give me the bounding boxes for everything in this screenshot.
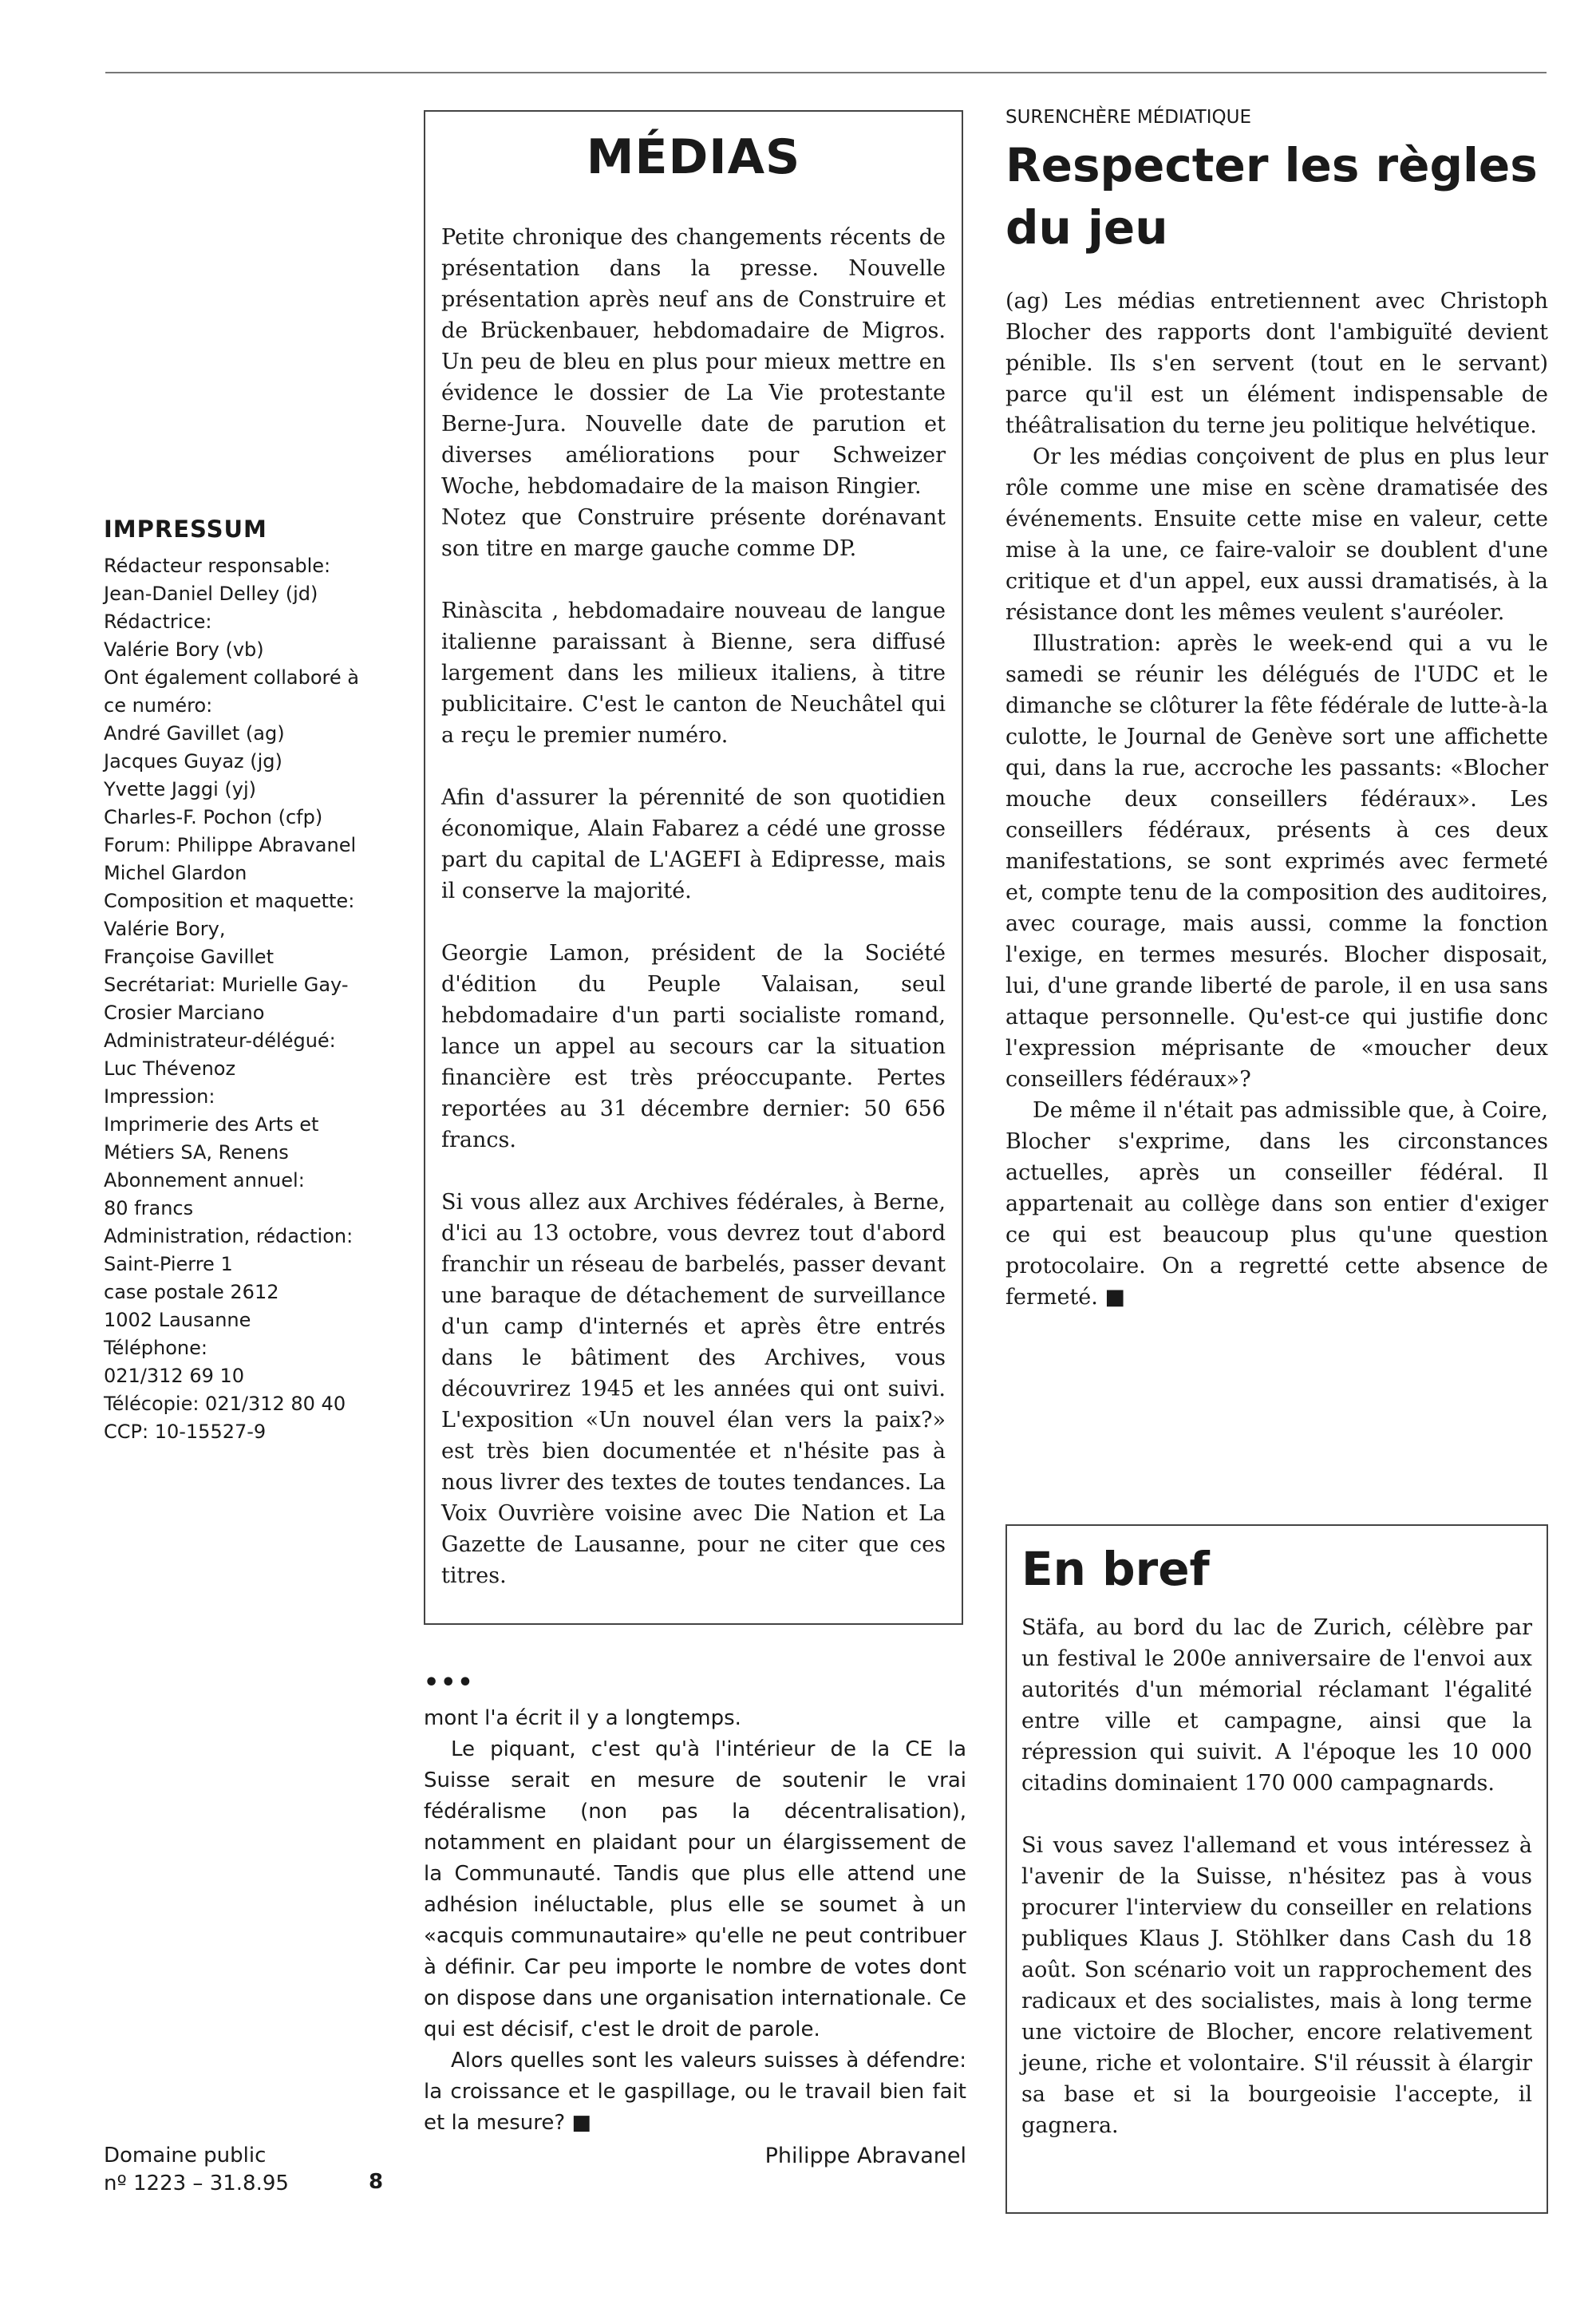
author-signature: Philippe Abravanel xyxy=(764,2144,966,2168)
impressum-line: Imprimerie des Arts et xyxy=(104,1113,319,1136)
impressum-line: Yvette Jaggi (yj) xyxy=(104,778,256,800)
impressum-line: 021/312 69 10 xyxy=(104,1365,245,1387)
impressum-line: ce numéro: xyxy=(104,694,213,717)
impressum-line: Forum: Philippe Abravanel xyxy=(104,834,357,856)
impressum-line: Administrateur-délégué: xyxy=(104,1029,336,1052)
en-bref-paragraph: Si vous savez l'allemand et vous intéressez à l'avenir de la Suisse, n'hésitez pas à vous procurer l'interview du conseiller en relations publiques Klaus J. Stöhlker dans Cash du 18 août. Son scénario voit un rapprochement des radicaux et des socialistes, mais à long terme une victoire de Blocher, encore relativement jeune, riche et volontaire. S'il réussit à élargir sa base et si la bourgeoisie l'accepte, il gagnera. xyxy=(1021,1833,1532,2138)
publication-name: Domaine public xyxy=(104,2144,267,2168)
page-number: 8 xyxy=(369,2170,384,2194)
issue-number: nº 1223 – 31.8.95 xyxy=(104,2172,289,2195)
impressum-line: Luc Thévenoz xyxy=(104,1057,236,1080)
top-rule xyxy=(105,72,1547,73)
article-paragraph: De même il n'était pas admissible que, à Coire, Blocher s'exprime, dans les circonstances actuelles, après un conseiller fédéral. Il appartenait au collège dans son entier d'exiger ce qui est beaucoup plus qu'une question protocolaire. On a regretté cette absence de fermeté. ■ xyxy=(1005,1098,1548,1310)
continuation-marker: ••• xyxy=(424,1669,475,1697)
en-bref-title: En bref xyxy=(1021,1542,1210,1596)
impressum-line: Secrétariat: Murielle Gay- xyxy=(104,974,349,996)
impressum-line: Métiers SA, Renens xyxy=(104,1141,289,1164)
medias-paragraph: Petite chronique des changements récents de présentation dans la presse. Nouvelle présentation après neuf ans de Construire et de Brückenbauer, hebdomadaire de Migros. Un peu de bleu en plus pour mieux mettre en évidence le dossier de La Vie protestante Berne-Jura. Nouvelle date de parution et diverses améliorations pour Schweizer Woche, hebdomadaire de la maison Ringier. xyxy=(441,225,946,499)
continued-paragraph: Alors quelles sont les valeurs suisses à défendre: la croissance et le gaspillage, ou le travail bien fait et la mesure? ■ xyxy=(424,2049,966,2135)
article-paragraph: (ag) Les médias entretiennent avec Christoph Blocher des rapports dont l'ambiguïté devient pénible. Ils s'en servent (tout en le servant) parce qu'il est un élément indispensable de théâtralisation du terne jeu politique helvétique. xyxy=(1005,289,1548,438)
impressum-line: Jean-Daniel Delley (jd) xyxy=(104,583,318,605)
impressum-line: Valérie Bory (vb) xyxy=(104,638,264,661)
impressum-line: Administration, rédaction: xyxy=(104,1225,354,1247)
impressum-line: Rédactrice: xyxy=(104,611,212,633)
continued-article xyxy=(424,1671,966,2168)
impressum-line: Valérie Bory, xyxy=(104,918,226,940)
impressum-line: André Gavillet (ag) xyxy=(104,722,285,745)
en-bref-box xyxy=(1005,1524,1548,2214)
medias-paragraph: Afin d'assurer la pérennité de son quotidien économique, Alain Fabarez a cédé une grosse part du capital de L'AGEFI à Edipresse, mais il conserve la majorité. xyxy=(441,785,946,903)
article-headline: Respecter les règles du jeu xyxy=(1005,138,1538,255)
impressum-sidebar xyxy=(104,516,391,1446)
medias-paragraph: Georgie Lamon, président de la Société d'édition du Peuple Valaisan, seul hebdomadaire d'un parti socialiste romand, lance un appel au secours car la situation financière est très préoccupante. Pertes reportées au 31 décembre dernier: 50 656 francs. xyxy=(441,941,946,1152)
medias-box xyxy=(424,110,963,1625)
impressum-title: IMPRESSUM xyxy=(104,516,267,543)
article-paragraph: Or les médias conçoivent de plus en plus leur rôle comme une mise en scène dramatisée des événements. Ensuite cette mise en valeur, cette mise à la une, ce faire-valoir se doublent d'une critique et d'un appel, eux aussi dramatisés, à la résistance dont les mêmes veulent s'auréoler. xyxy=(1005,445,1548,625)
impressum-line: Rédacteur responsable: xyxy=(104,555,331,577)
impressum-line: CCP: 10-15527-9 xyxy=(104,1421,267,1443)
impressum-line: Abonnement annuel: xyxy=(104,1169,305,1191)
continued-paragraph: mont l'a écrit il y a longtemps. xyxy=(424,1706,741,1730)
impressum-line: Jacques Guyaz (jg) xyxy=(104,750,282,773)
impressum-line: 1002 Lausanne xyxy=(104,1309,251,1331)
impressum-line: Téléphone: xyxy=(104,1337,207,1359)
medias-paragraph: Rinàscita , hebdomadaire nouveau de langue italienne paraissant à Bienne, sera diffusé largement dans les milieux italiens, à titre publicitaire. C'est le canton de Neuchâtel qui a reçu le premier numéro. xyxy=(441,599,946,748)
impressum-line: Ont également collaboré à xyxy=(104,666,359,689)
article-paragraph: Illustration: après le week-end qui a vu le samedi se réunir les délégués de l'UDC et le dimanche se clôturer la fête fédérale de lutte-à-la culotte, le Journal de Genève sort une affichette qui, dans la rue, accroche les passants: «Blocher mouche deux conseillers fédéraux». Les conseillers fédéraux, présents à ces deux manifestations, se sont exprimés avec fermeté et, compte tenu de la composition des auditoires, avec courage, mais aussi, comme la fonction l'exige, en termes mesurés. Blocher disposait, lui, d'une grande liberté de parole, il en usa sans attaque personnelle. Qu'est-ce qui justifie donc l'expression méprisante de «moucher deux conseillers fédéraux»? xyxy=(1005,631,1548,1092)
continued-paragraph: Le piquant, c'est qu'à l'intérieur de la CE la Suisse serait en mesure de soutenir le vrai fédéralisme (non pas la décentralisation), notamment en plaidant pour un élargissement de la Communauté. Tandis que plus elle attend une adhésion inéluctable, plus elle se soumet à un «acquis communautaire» qu'elle ne peut contribuer à définir. Car peu importe le nombre de votes dont on dispose dans une organisation internationale. Ce qui est décisif, c'est le droit de parole. xyxy=(424,1737,966,2041)
medias-title: MÉDIAS xyxy=(586,129,801,185)
impressum-line: Crosier Marciano xyxy=(104,1002,265,1024)
impressum-line: Michel Glardon xyxy=(104,862,247,884)
impressum-line: Impression: xyxy=(104,1085,215,1108)
article-kicker: SURENCHÈRE MÉDIATIQUE xyxy=(1005,107,1251,128)
impressum-line: 80 francs xyxy=(104,1197,194,1219)
medias-paragraph: Notez que Construire présente dorénavant son titre en marge gauche comme DP. xyxy=(441,505,946,561)
impressum-line: Charles-F. Pochon (cfp) xyxy=(104,806,323,828)
main-article xyxy=(1005,107,1548,1313)
impressum-line: Saint-Pierre 1 xyxy=(104,1253,233,1275)
en-bref-paragraph: Stäfa, au bord du lac de Zurich, célèbre par un festival le 200e anniversaire de l'envoi aux autorités d'un mémorial réclamant l'égalité entre ville et campagne, ainsi que la répression qui suivit. A l'époque les 10 000 citadins dominaient 170 000 campagnards. xyxy=(1021,1615,1532,1796)
impressum-line: Composition et maquette: xyxy=(104,890,355,912)
publication-footer xyxy=(104,2142,289,2198)
impressum-line: case postale 2612 xyxy=(104,1281,279,1303)
impressum-line: Télécopie: 021/312 80 40 xyxy=(104,1393,346,1415)
impressum-lines xyxy=(104,552,391,1446)
impressum-line: Françoise Gavillet xyxy=(104,946,274,968)
medias-paragraph: Si vous allez aux Archives fédérales, à Berne, d'ici au 13 octobre, vous devrez tout d'abord franchir un réseau de barbelés, passer devant une baraque de détachement de surveillance d'un camp d'internés et après être entrés dans le bâtiment des Archives, vous découvrirez 1945 et les années qui ont suivi. L'exposition «Un nouvel élan vers la paix?» est très bien documentée et n'hésite pas à nous livrer des textes de toutes tendances. La Voix Ouvrière voisine avec Die Nation et La Gazette de Lausanne, pour ne citer que ces titres. xyxy=(441,1190,946,1588)
